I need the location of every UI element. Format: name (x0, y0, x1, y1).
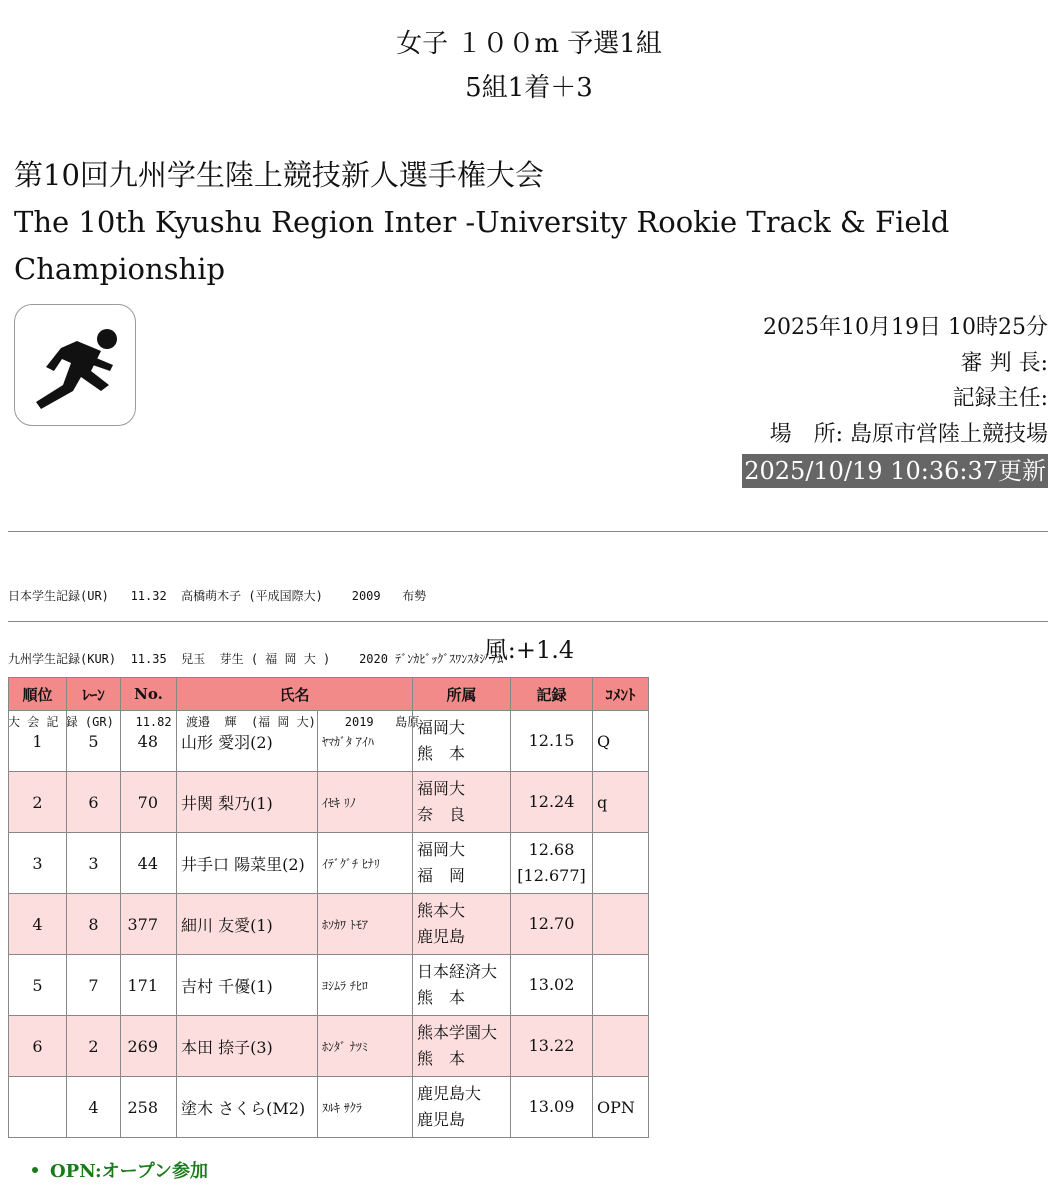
cell-kana: ﾖｼﾑﾗ ﾁﾋﾛ (318, 955, 413, 1016)
cell-rank: 2 (9, 772, 67, 833)
footnote (32, 1158, 208, 1186)
venue: 場 所: 島原市営陸上競技場 (769, 421, 1048, 447)
meet-title-en-line1: The 10th Kyushu Region Inter -University Rookie Track & Field (14, 205, 950, 239)
table-row (9, 1016, 649, 1077)
cell-kana: ﾎﾝﾀﾞ ﾅﾂﾐ (318, 1016, 413, 1077)
cell-rank: 5 (9, 955, 67, 1016)
cell-name: 塗木 さくら(M2) (177, 1077, 318, 1138)
recorder-label: 記録主任: (952, 386, 1048, 411)
cell-no: 171 (121, 955, 177, 1016)
cell-affiliation (413, 772, 511, 833)
table-row (9, 833, 649, 894)
cell-lane: 8 (67, 894, 121, 955)
cell-record (511, 1016, 593, 1077)
cell-rank: 3 (9, 833, 67, 894)
meet-datetime: 2025年10月19日 10時25分 (763, 315, 1048, 340)
running-person-icon (14, 304, 136, 426)
affiliation-pref: 福 岡 (417, 866, 466, 885)
affiliation-pref: 鹿児島 (417, 1110, 466, 1129)
cell-affiliation (413, 1016, 511, 1077)
cell-record (511, 833, 593, 894)
record-line-gr: 大 会 記 録 (GR) 11.82 渡邉 輝 (福 岡 大) 2019 島原 (8, 715, 420, 729)
affiliation-school: 熊本学園大 (417, 1023, 498, 1042)
cell-no: 377 (121, 894, 177, 955)
event-title-block (0, 22, 1058, 110)
cell-name: 井手口 陽菜里(2) (177, 833, 318, 894)
cell-record (511, 1077, 593, 1138)
affiliation-pref: 奈 良 (417, 805, 466, 824)
affiliation-school: 福岡大 (417, 718, 466, 737)
record-value: 13.09 (528, 1097, 575, 1116)
cell-no: 258 (121, 1077, 177, 1138)
divider-top (8, 531, 1048, 532)
affiliation-school: 鹿児島大 (417, 1084, 482, 1103)
cell-affiliation (413, 711, 511, 772)
table-row (9, 894, 649, 955)
header-no: No. (121, 678, 177, 711)
affiliation-school: 福岡大 (417, 779, 466, 798)
cell-no: 44 (121, 833, 177, 894)
cell-rank: 1 (9, 711, 67, 772)
header-rank: 順位 (9, 678, 67, 711)
wind-reading: 風:+1.4 (483, 636, 575, 664)
record-value: 13.22 (528, 1036, 575, 1055)
cell-comment: q (593, 772, 649, 833)
record-value: 12.15 (528, 731, 575, 750)
affiliation-school: 日本経済大 (417, 962, 498, 981)
table-header-row (9, 678, 649, 711)
record-line-kur: 九州学生記録(KUR) 11.35 兒玉 芽生 ( 福 岡 大 ) 2020 ﾃﾞﾝｶﾋﾞｯｸﾞｽﾜﾝｽﾀｼﾞｱﾑ (8, 652, 504, 666)
event-title: 女子 １００m 予選1組 (396, 29, 662, 59)
cell-affiliation (413, 833, 511, 894)
cell-lane: 7 (67, 955, 121, 1016)
header-name: 氏名 (177, 678, 413, 711)
cell-name: 細川 友愛(1) (177, 894, 318, 955)
referee-label: 審 判 長: (960, 350, 1048, 376)
cell-kana: ﾎｿｶﾜ ﾄﾓｱ (318, 894, 413, 955)
cell-name: 山形 愛羽(2) (177, 711, 318, 772)
record-value: 12.24 (528, 792, 575, 811)
affiliation-school: 福岡大 (417, 840, 466, 859)
cell-rank: 4 (9, 894, 67, 955)
cell-name: 吉村 千優(1) (177, 955, 318, 1016)
cell-lane: 3 (67, 833, 121, 894)
meta-block (742, 310, 1048, 491)
cell-lane: 2 (67, 1016, 121, 1077)
cell-comment (593, 894, 649, 955)
cell-lane: 4 (67, 1077, 121, 1138)
cell-record (511, 894, 593, 955)
event-rule: 5組1着＋3 (465, 73, 593, 103)
record-detail: [12.677] (517, 866, 586, 885)
record-value: 12.68 (528, 840, 575, 859)
record-value: 12.70 (528, 914, 575, 933)
meet-title-en-line2: Championship (14, 252, 226, 286)
cell-kana: ｲﾃﾞｸﾞﾁ ﾋﾅﾘ (318, 833, 413, 894)
cell-kana: ﾔﾏｶﾞﾀ ｱｲﾊ (318, 711, 413, 772)
cell-comment (593, 1016, 649, 1077)
cell-no: 48 (121, 711, 177, 772)
affiliation-school: 熊本大 (417, 901, 466, 920)
cell-rank (9, 1077, 67, 1138)
bullet-icon (32, 1167, 38, 1173)
meet-title-block (14, 152, 1044, 293)
header-comment: ｺﾒﾝﾄ (593, 678, 649, 711)
results-table (8, 677, 649, 1138)
meet-title-ja: 第10回九州学生陸上競技新人選手権大会 (14, 158, 544, 192)
cell-kana: ｲｾｷ ﾘﾉ (318, 772, 413, 833)
affiliation-pref: 鹿児島 (417, 927, 466, 946)
cell-rank: 6 (9, 1016, 67, 1077)
table-row (9, 772, 649, 833)
affiliation-pref: 熊 本 (417, 744, 466, 763)
divider-bottom (8, 621, 1048, 622)
table-row (9, 1077, 649, 1138)
header-record: 記録 (511, 678, 593, 711)
footnote-text: OPN:オープン参加 (50, 1161, 209, 1182)
affiliation-pref: 熊 本 (417, 988, 466, 1007)
cell-record (511, 711, 593, 772)
cell-affiliation (413, 894, 511, 955)
cell-lane: 6 (67, 772, 121, 833)
cell-no: 269 (121, 1016, 177, 1077)
updated-timestamp: 2025/10/19 10:36:37更新 (742, 454, 1048, 488)
cell-record (511, 772, 593, 833)
cell-comment: Q (593, 711, 649, 772)
cell-name: 井関 梨乃(1) (177, 772, 318, 833)
cell-kana: ﾇﾙｷ ｻｸﾗ (318, 1077, 413, 1138)
record-line-ur: 日本学生記録(UR) 11.32 高橋萌木子 (平成国際大) 2009 布勢 (8, 589, 427, 603)
cell-lane: 5 (67, 711, 121, 772)
affiliation-pref: 熊 本 (417, 1049, 466, 1068)
cell-comment: OPN (593, 1077, 649, 1138)
cell-name: 本田 捺子(3) (177, 1016, 318, 1077)
cell-comment (593, 833, 649, 894)
record-value: 13.02 (528, 975, 575, 994)
cell-record (511, 955, 593, 1016)
cell-affiliation (413, 1077, 511, 1138)
cell-no: 70 (121, 772, 177, 833)
cell-comment (593, 955, 649, 1016)
table-row (9, 711, 649, 772)
header-lane: ﾚｰﾝ (67, 678, 121, 711)
table-row (9, 955, 649, 1016)
cell-affiliation (413, 955, 511, 1016)
header-affiliation: 所属 (413, 678, 511, 711)
